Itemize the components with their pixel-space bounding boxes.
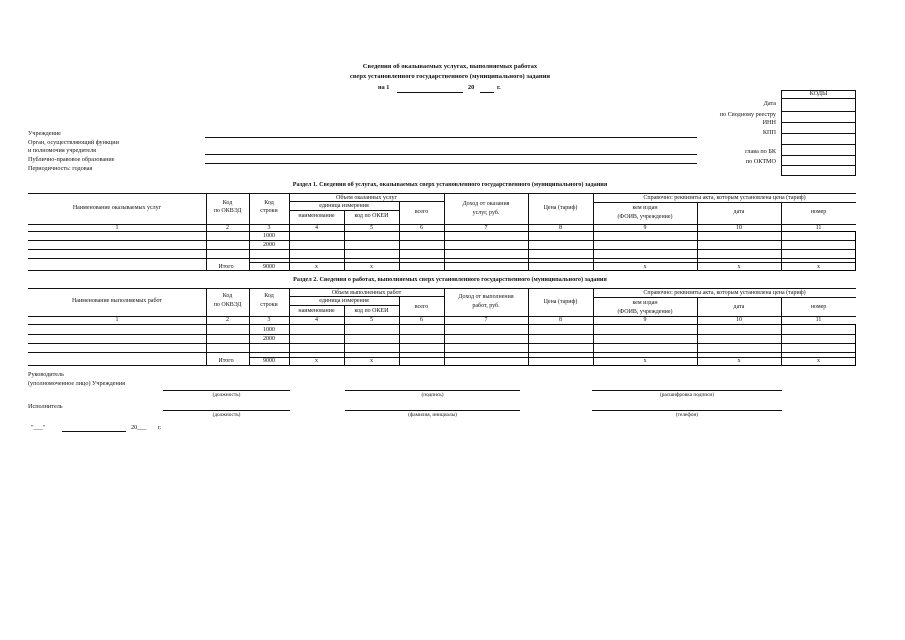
s1-col-number: номер [810,209,827,215]
section1-title: Раздел 1. Сведения об услугах, оказываемых сверх установленного государственного (муниципального) задания [292,181,608,188]
s1-num: 11 [815,225,822,231]
label-periodicity: Периодичность: годовая [28,165,93,172]
s2-col-price: Цена (тариф) [543,299,578,305]
caption-position-2: (должность) [212,412,241,418]
s1-col-date: дата [733,209,745,215]
s2-x: x [315,358,318,364]
s1-col-price: Цена (тариф) [543,205,578,211]
s2-col-name: Наименование выполняемых работ [71,298,163,304]
organ-field[interactable] [205,154,697,155]
s2-num: 4 [315,317,318,323]
s2-total-label: Итого [218,358,234,364]
label-organ-2: и полномочия учредителя [28,147,97,154]
head-position-field[interactable] [163,390,290,391]
s1-num: 5 [370,225,373,231]
s1-col-name: Наименование оказываемых услуг [72,205,162,211]
date-year: 20 [468,84,475,91]
executor-label: Исполнитель [28,403,63,410]
caption-phone: (телефон) [675,412,699,418]
code-label-inn: ИНН [762,119,776,126]
s2-num: 1 [115,317,119,323]
s2-col-code-2: строки [260,302,278,308]
codes-header: КОДЫ [809,90,828,97]
code-label-date: Дата [763,100,776,107]
s2-col-income-2: работ, руб. [472,303,500,309]
executor-phone-field[interactable] [592,410,782,411]
public-entity-field[interactable] [205,163,697,164]
s2-col-unit-okei: код по ОКЕИ [354,308,389,314]
s1-row-code: 1000 [263,233,275,239]
s2-col-number: номер [810,304,827,310]
code-label-registry: по Сводному реестру [719,111,776,118]
s2-col-date: дата [733,304,745,310]
s2-row-code: 2000 [263,336,275,342]
label-public-entity: Публично-правовое образование [28,156,115,163]
s2-x: x [643,358,647,364]
executor-position-field[interactable] [163,410,290,411]
code-label-oktmo: по ОКТМО [745,158,776,165]
s1-col-okved-2: по ОКВЭД [213,208,242,214]
s1-col-code-2: строки [260,208,278,214]
s1-col-income-1: Доход от оказания [462,201,510,207]
s2-num: 5 [370,317,373,323]
s1-num: 2 [226,225,229,231]
s1-total-label: Итого [218,264,234,270]
label-institution: Учреждение [28,130,61,137]
s2-col-okved-2: по ОКВЭД [213,302,242,308]
s1-total-code: 9000 [263,264,275,270]
s1-x: x [370,264,373,270]
s2-col-ref: Справочно: реквизиты акта, которым установлена цена (тариф) [643,290,806,296]
s2-col-issuer-2: (ФОИВ, учреждение) [617,309,673,315]
head-label-1: Руководитель [28,371,64,378]
s2-col-unit-name: наименование [298,308,335,314]
sign-date-month-field[interactable] [62,431,126,432]
caption-fio: (фамилия, инициалы) [408,412,457,418]
section2-title: Раздел 2. Сведения о работах, выполняемых сверх установленного государственного (муниципального) задания [293,276,607,283]
s2-num: 11 [815,317,822,323]
s2-num: 3 [267,317,271,323]
s1-col-total: всего [414,209,429,215]
date-blank[interactable] [397,92,463,93]
s1-num: 9 [643,225,647,231]
code-label-kpp: КПП [762,129,776,136]
s2-total-code: 9000 [263,358,275,364]
s1-x: x [817,264,820,270]
s2-col-volume: Объем выполненных работ [331,290,402,296]
s1-num: 6 [420,225,423,231]
s2-col-issuer-1: кем издан [632,300,658,306]
s1-num: 3 [267,225,271,231]
s1-col-issuer-1: кем издан [632,205,658,211]
institution-field[interactable] [205,137,697,138]
s2-num: 6 [420,317,423,323]
s2-col-income-1: Доход от выполнения [458,294,514,300]
s2-num: 7 [484,317,488,323]
sign-date-suffix: г. [158,424,162,431]
s2-col-unit: единица измерения [319,298,369,304]
sign-date-year: 20___ [131,424,147,431]
s1-col-unit-okei: код по ОКЕИ [354,213,389,219]
s2-num: 8 [559,317,562,323]
s1-col-ref: Справочно: реквизиты акта, которым установлена цена (тариф) [643,195,806,201]
s2-col-total: всего [414,304,429,310]
s2-row-code: 1000 [263,327,275,333]
head-label-2: (уполномоченное лицо) Учреждения [28,380,126,387]
head-signature-field[interactable] [345,390,520,391]
form-title-line1: Сведения об оказываемых услугах, выполняемых работах [362,63,538,70]
year-blank[interactable] [480,92,494,93]
s1-x: x [737,264,741,270]
s2-x: x [817,358,820,364]
s1-row-code: 2000 [263,242,275,248]
s2-num: 2 [226,317,229,323]
caption-position: (должность) [212,392,241,398]
sign-date-day[interactable]: "___" [31,424,46,431]
s1-col-income-2: услуг, руб. [472,210,500,216]
head-decode-field[interactable] [592,390,782,391]
s1-col-volume: Объем оказанных услуг [336,195,397,201]
s2-num: 10 [736,317,742,323]
s1-col-unit-name: наименование [298,213,335,219]
date-suffix: г. [497,84,501,91]
s1-num: 7 [484,225,488,231]
s1-x: x [643,264,647,270]
form-title-line2: сверх установленного государственного (муниципального) задания [349,73,551,80]
s1-num: 8 [559,225,562,231]
date-prefix: на 1 [378,84,390,91]
s1-col-unit: единица измерения [319,203,369,209]
s1-col-issuer-2: (ФОИВ, учреждение) [617,214,673,220]
s1-col-code-1: Код [264,200,274,206]
s2-x: x [737,358,741,364]
s1-num: 4 [315,225,318,231]
s2-num: 9 [643,317,647,323]
label-organ-1: Орган, осуществляющий функции [28,139,119,146]
code-label-bk: глава по БК [745,148,776,155]
s1-col-okved-1: Код [222,200,233,206]
caption-signature: (подпись) [421,392,444,398]
s1-num: 1 [115,225,119,231]
s2-col-code-1: Код [264,293,274,299]
s1-x: x [315,264,318,270]
s1-num: 10 [736,225,742,231]
s2-x: x [370,358,373,364]
executor-fio-field[interactable] [345,410,520,411]
caption-decode: (расшифровка подписи) [659,392,715,398]
s2-col-okved-1: Код [222,293,233,299]
